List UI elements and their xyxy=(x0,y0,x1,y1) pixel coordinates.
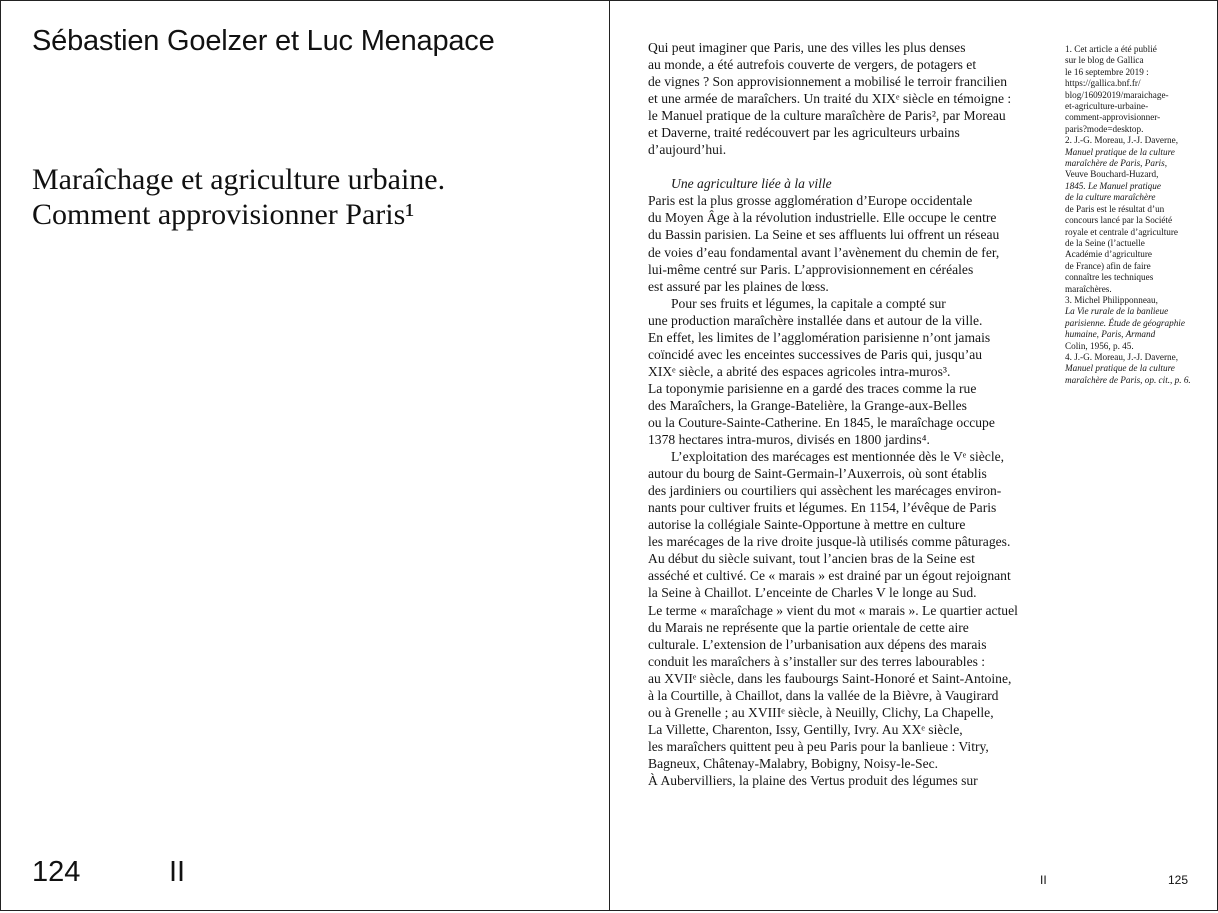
footnote-line: 2. J.-G. Moreau, J.-J. Daverne, xyxy=(1065,135,1179,146)
title-line: Maraîchage et agriculture urbaine. xyxy=(32,163,446,196)
body-line: de vignes ? Son approvisionnement a mobilisé le terroir francilien xyxy=(648,74,1007,90)
body-line: à la Courtille, à Chaillot, dans la vallée de la Bièvre, à Vaugirard xyxy=(648,687,999,703)
footnote-line: sur le blog de Gallica xyxy=(1065,55,1144,66)
footnote-line: blog/16092019/maraichage- xyxy=(1065,89,1169,100)
body-line: des Maraîchers, la Grange-Batelière, la Grange-aux-Belles xyxy=(648,397,967,413)
footnote-line: de Paris est le résultat d’un xyxy=(1065,203,1165,214)
body-line: XIXᵉ siècle, a abrité des espaces agricoles intra-muros³. xyxy=(648,363,951,379)
right-page xyxy=(609,0,1218,911)
body-line: du Bassin parisien. La Seine et ses affluents lui offrent un réseau xyxy=(648,227,1000,243)
footnote-line: de la culture maraîchère xyxy=(1065,192,1156,203)
page-number: 125 xyxy=(1168,873,1189,887)
body-line: Le terme « maraîchage » vient du mot « marais ». Le quartier actuel xyxy=(648,602,1018,618)
body-line: lui-même centré sur Paris. L’approvisionnement en céréales xyxy=(648,261,974,277)
title-line: Comment approvisionner Paris¹ xyxy=(32,198,415,231)
body-line: En effet, les limites de l’agglomération parisienne n’ont jamais xyxy=(648,329,991,345)
body-line: les marécages de la rive droite jusque-là utilisés comme pâturages. xyxy=(648,534,1011,550)
body-line: ou la Couture-Sainte-Catherine. En 1845, le maraîchage occupe xyxy=(648,414,995,430)
section-number: II xyxy=(169,856,186,888)
footnote-line: 4. J.-G. Moreau, J.-J. Daverne, xyxy=(1065,351,1179,362)
footnote-line: parisienne. Étude de géographie xyxy=(1065,317,1185,328)
footnote-line: https://gallica.bnf.fr/ xyxy=(1065,78,1141,89)
footnote-line: paris?mode=desktop. xyxy=(1065,123,1144,134)
body-line: L’exploitation des marécages est mentionnée dès le Vᵉ siècle, xyxy=(671,449,1005,465)
footnotes xyxy=(1065,44,1197,386)
body-line: coïncidé avec les enceintes successives de Paris qui, jusqu’au xyxy=(648,346,983,362)
body-line: La toponymie parisienne en a gardé des traces comme la rue xyxy=(648,380,977,396)
body-line: au XVIIᵉ siècle, dans les faubourgs Saint-Honoré et Saint-Antoine, xyxy=(648,670,1012,686)
body-line: Paris est la plus grosse agglomération d’Europe occidentale xyxy=(648,193,973,209)
footnote-line: 3. Michel Philipponneau, xyxy=(1065,294,1158,305)
footnote-line: de la Seine (l’actuelle xyxy=(1065,237,1145,248)
body-line: conduit les maraîchers à s’installer sur des terres labourables : xyxy=(648,653,986,669)
body-text xyxy=(648,39,1058,789)
body-line: La Villette, Charenton, Issy, Gentilly, Ivry. Au XXᵉ siècle, xyxy=(648,721,963,737)
body-line: ou à Grenelle ; au XVIIIᵉ siècle, à Neuilly, Clichy, La Chapelle, xyxy=(648,704,994,720)
footnote-line: Manuel pratique de la culture xyxy=(1065,146,1175,157)
body-line: du Moyen Âge à la révolution industrielle. Elle occupe le centre xyxy=(648,210,997,226)
body-line: des jardiniers ou courtiliers qui assèchent les marécages environ- xyxy=(648,483,1002,499)
body-line: de voies d’eau fondamental avant l’avènement du chemin de fer, xyxy=(648,244,1000,260)
article-title xyxy=(32,162,592,232)
footnote-line: maraîchère de Paris, Paris, xyxy=(1065,158,1167,169)
footnote-line: La Vie rurale de la banlieue xyxy=(1065,306,1169,317)
footnote-line: de France) afin de faire xyxy=(1065,260,1151,271)
body-line: À Aubervilliers, la plaine des Vertus produit des légumes sur xyxy=(648,772,978,788)
footnote-line: Colin, 1956, p. 45. xyxy=(1065,340,1134,351)
body-line: la Seine à Chaillot. L’enceinte de Charles V le longe au Sud. xyxy=(648,585,977,601)
footnote-line: comment-approvisionner- xyxy=(1065,112,1161,123)
body-line: culturale. L’extension de l’urbanisation aux dépens des marais xyxy=(648,636,987,652)
body-line: le Manuel pratique de la culture maraîchère de Paris², par Moreau xyxy=(648,108,1006,124)
body-line: nants pour cultiver fruits et légumes. En 1154, l’évêque de Paris xyxy=(648,500,997,516)
footnote-line: Manuel pratique de la culture xyxy=(1065,363,1175,374)
footnote-line: maraîchères. xyxy=(1065,283,1112,294)
footnote-line: le 16 septembre 2019 : xyxy=(1065,66,1149,77)
footnote-line: connaître les techniques xyxy=(1065,272,1154,283)
body-line: Bagneux, Châtenay-Malabry, Bobigny, Noisy-le-Sec. xyxy=(648,755,939,771)
body-line: 1378 hectares intra-muros, divisés en 1800 jardins⁴. xyxy=(648,432,930,448)
footnote-line: Académie d’agriculture xyxy=(1065,249,1152,260)
body-line: d’aujourd’hui. xyxy=(648,142,727,158)
left-page xyxy=(0,0,610,911)
body-line: Pour ses fruits et légumes, la capitale a compté sur xyxy=(671,295,946,311)
body-line: autorise la collégiale Sainte-Opportune à mettre en culture xyxy=(648,517,966,533)
body-line: Une agriculture liée à la ville xyxy=(671,176,832,192)
body-line: autour du bourg de Saint-Germain-l’Auxerrois, où sont établis xyxy=(648,466,987,482)
body-line: au monde, a été autrefois couverte de vergers, de potagers et xyxy=(648,57,977,73)
body-line: asséché et cultivé. Ce « marais » est drainé par un égout rejoignant xyxy=(648,568,1011,584)
authors: Sébastien Goelzer et Luc Menapace xyxy=(32,25,495,57)
body-line: et une armée de maraîchers. Un traité du XIXᵉ siècle en témoigne : xyxy=(648,91,1012,107)
page-number: 124 xyxy=(32,856,81,888)
section-number: II xyxy=(1040,873,1047,887)
body-line: Qui peut imaginer que Paris, une des villes les plus denses xyxy=(648,40,966,55)
footnote-line: 1. Cet article a été publié xyxy=(1065,44,1157,54)
body-line xyxy=(648,158,1058,175)
body-line: du Marais ne représente que la partie orientale de cette aire xyxy=(648,619,969,635)
footnote-line: et-agriculture-urbaine- xyxy=(1065,101,1149,112)
footnote-line: 1845. Le Manuel pratique xyxy=(1065,180,1161,191)
footnote-line: Veuve Bouchard-Huzard, xyxy=(1065,169,1159,180)
footnote-line: maraîchère de Paris, op. cit., p. 6. xyxy=(1065,374,1191,385)
body-line: une production maraîchère installée dans et autour de la ville. xyxy=(648,312,983,328)
footnote-line: royale et centrale d’agriculture xyxy=(1065,226,1178,237)
body-line: est assuré par les plaines de lœss. xyxy=(648,278,829,294)
body-line: les maraîchers quittent peu à peu Paris pour la banlieue : Vitry, xyxy=(648,738,989,754)
body-line: Au début du siècle suivant, tout l’ancien bras de la Seine est xyxy=(648,551,975,567)
footnote-line: concours lancé par la Société xyxy=(1065,215,1173,226)
body-line: et Daverne, traité redécouvert par les agriculteurs urbains xyxy=(648,125,960,141)
footnote-line: humaine, Paris, Armand xyxy=(1065,329,1156,340)
